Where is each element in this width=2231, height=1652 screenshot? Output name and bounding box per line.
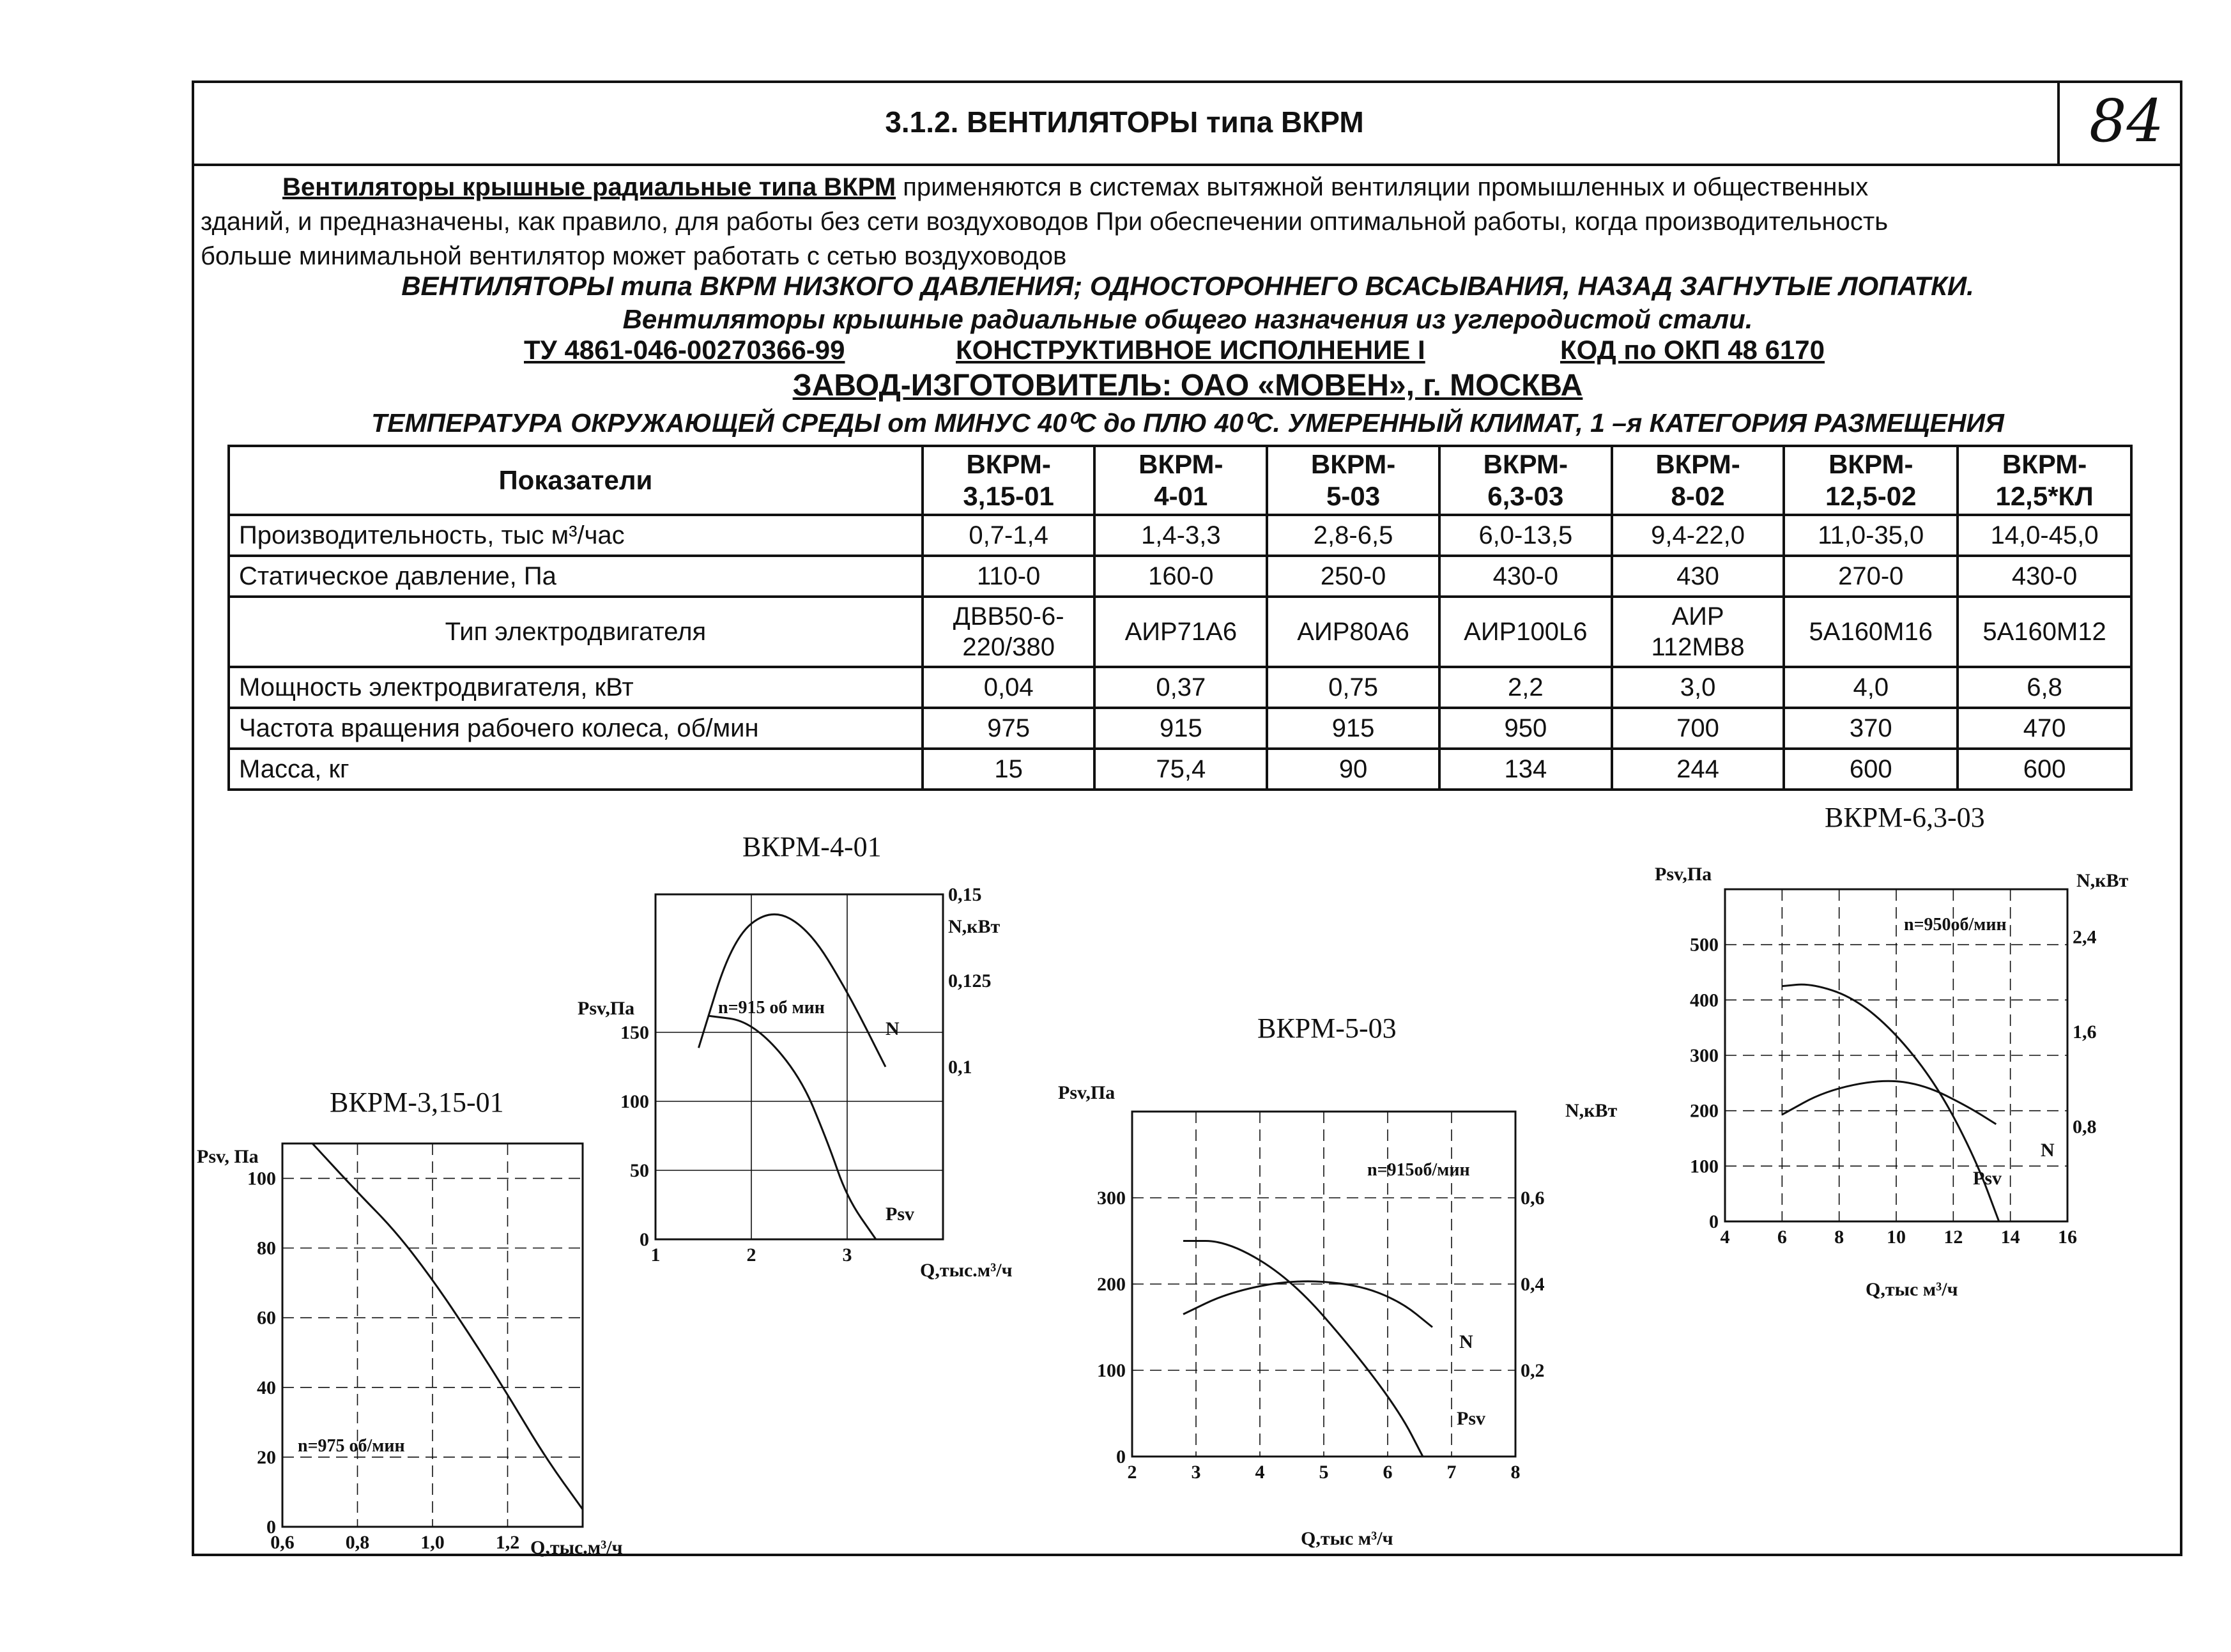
table-cell: 75,4 (1094, 749, 1267, 790)
model-header: ВКРМ- 12,5*КЛ (1958, 446, 2131, 515)
table-cell: 160-0 (1094, 556, 1267, 597)
table-cell: 15 (923, 749, 1095, 790)
y-tick-label: 50 (630, 1160, 649, 1181)
x-tick-label: 12 (1943, 1227, 1963, 1248)
chart-title-6-3: ВКРМ-6,3-03 (1825, 802, 1985, 833)
table-cell: 6,8 (1958, 667, 2131, 708)
y-tick-label: 0 (640, 1229, 649, 1250)
model-header: ВКРМ- 5-03 (1267, 446, 1439, 515)
model-header: ВКРМ- 6,3-03 (1439, 446, 1612, 515)
tu-code: ТУ 4861-046-00270366-99 (524, 335, 845, 365)
y-tick-label: 0 (1709, 1211, 1719, 1232)
series-label-n: N (1459, 1331, 1473, 1352)
spec-heading-line1: ВЕНТИЛЯТОРЫ типа ВКРМ НИЗКОГО ДАВЛЕНИЯ; ОДНОСТОРОННЕГО ВСАСЫВАНИЯ, НАЗАД ЗАГНУТЫЕ ЛОПАТКИ. (401, 271, 1974, 301)
x-tick-label: 1,2 (495, 1532, 520, 1553)
table-cell: 270-0 (1784, 556, 1958, 597)
x-tick-label: 2 (1127, 1462, 1137, 1483)
y-tick-label: 300 (1097, 1188, 1126, 1209)
y2-tick-label: 0,125 (948, 970, 992, 991)
y2-tick-label: 0,6 (1521, 1188, 1545, 1209)
y2-axis-label: N,кВт (948, 916, 1000, 937)
section-title: 3.1.2. ВЕНТИЛЯТОРЫ типа ВКРМ (885, 105, 1364, 139)
x-tick-label: 14 (2000, 1227, 2020, 1248)
series-line-n (1782, 1081, 1996, 1124)
y-tick-label: 0 (266, 1517, 276, 1538)
y-axis-label: Psv,Па (578, 998, 635, 1019)
x-tick-label: 1,0 (420, 1532, 445, 1553)
table-cell: 2,2 (1439, 667, 1612, 708)
y-tick-label: 80 (257, 1237, 276, 1259)
speed-annotation: n=915об/мин (1367, 1160, 1470, 1180)
y2-tick-label: 2,4 (2073, 926, 2097, 948)
table-cell: 370 (1784, 708, 1958, 749)
series-line-n (699, 914, 886, 1067)
x-tick-label: 4 (1720, 1227, 1730, 1248)
y2-tick-label: 0,8 (2073, 1116, 2097, 1138)
x-tick-label: 8 (1510, 1462, 1521, 1483)
table-cell: 11,0-35,0 (1784, 515, 1958, 556)
table-cell: 14,0-45,0 (1958, 515, 2131, 556)
header-divider (2057, 80, 2060, 164)
table-cell: 6,0-13,5 (1439, 515, 1612, 556)
intro-lead: Вентиляторы крышные радиальные типа ВКРМ (282, 173, 896, 201)
y-tick-label: 400 (1690, 990, 1719, 1011)
y2-tick-label: 0,15 (948, 884, 982, 905)
y-tick-label: 200 (1097, 1274, 1126, 1295)
y-tick-label: 500 (1690, 934, 1719, 956)
x-tick-label: 3 (1191, 1462, 1201, 1483)
series-line-n (1183, 1281, 1432, 1327)
table-cell: 950 (1439, 708, 1612, 749)
intro-line2: зданий, и предназначены, как правило, для работы без сети воздуховодов При обеспечении оптимальной работы, когда производительность (201, 208, 1889, 236)
table-cell: 1,4-3,3 (1094, 515, 1267, 556)
series-label-n: N (2041, 1140, 2055, 1161)
x-tick-label: 0,8 (345, 1532, 370, 1553)
table-cell: 4,0 (1784, 667, 1958, 708)
model-header: ВКРМ- 8-02 (1612, 446, 1784, 515)
x-axis-label: Q,тыс м³/ч (1301, 1528, 1393, 1549)
table-cell: 5А160М16 (1784, 597, 1958, 667)
execution-code: КОНСТРУКТИВНОЕ ИСПОЛНЕНИЕ I (956, 335, 1425, 365)
intro-line3: больше минимальной вентилятор может работать с сетью воздуховодов (201, 242, 1067, 270)
table-cell: 430 (1612, 556, 1784, 597)
table-cell: 700 (1612, 708, 1784, 749)
table-cell: 2,8-6,5 (1267, 515, 1439, 556)
table-cell: ДВВ50-6- 220/380 (923, 597, 1095, 667)
table-cell: 3,0 (1612, 667, 1784, 708)
table-header-row (229, 446, 2131, 515)
table-cell: АИР100L6 (1439, 597, 1612, 667)
manufacturer: ЗАВОД-ИЗГОТОВИТЕЛЬ: ОАО «МОВЕН», г. МОСКВА (792, 369, 1583, 402)
x-tick-label: 10 (1887, 1227, 1906, 1248)
chart-vkrm-4 (575, 882, 1048, 1290)
y-tick-label: 100 (247, 1168, 276, 1189)
table-cell: 975 (923, 708, 1095, 749)
row-label: Мощность электродвигателя, кВт (229, 667, 923, 708)
model-header: ВКРМ- 12,5-02 (1784, 446, 1958, 515)
series-label-psv: Psv (885, 1204, 914, 1225)
series-line-psv (1183, 1241, 1423, 1457)
x-axis-label: Q,тыс.м³/ч (920, 1260, 1013, 1281)
y-tick-label: 20 (257, 1446, 276, 1468)
table-cell: 600 (1784, 749, 1958, 790)
x-tick-label: 5 (1319, 1462, 1329, 1483)
chart-vkrm-5 (1048, 1073, 1661, 1565)
table-cell: 0,7-1,4 (923, 515, 1095, 556)
x-tick-label: 0,6 (270, 1532, 295, 1553)
y2-axis-label: N,кВт (2076, 870, 2129, 891)
x-tick-label: 8 (1834, 1227, 1844, 1248)
intro-line1: применяются в системах вытяжной вентиляции промышленных и общественных (896, 173, 1869, 201)
table-cell: 0,04 (923, 667, 1095, 708)
table-cell: 134 (1439, 749, 1612, 790)
series-line-psv (1782, 984, 1998, 1221)
table-cell: 0,75 (1267, 667, 1439, 708)
y-tick-label: 200 (1690, 1100, 1719, 1122)
table-cell: 600 (1958, 749, 2131, 790)
y-tick-label: 0 (1116, 1446, 1126, 1467)
row-label: Статическое давление, Па (229, 556, 923, 597)
model-header: ВКРМ- 3,15-01 (923, 446, 1095, 515)
row-label: Тип электродвигателя (229, 597, 923, 667)
x-tick-label: 4 (1255, 1462, 1265, 1483)
table-cell: 915 (1094, 708, 1267, 749)
model-header: ВКРМ- 4-01 (1094, 446, 1267, 515)
page-number: 84 (2089, 87, 2165, 155)
table-row (229, 556, 2131, 597)
x-axis-label: Q,тыс.м³/ч (530, 1537, 623, 1558)
y-tick-label: 100 (1097, 1360, 1126, 1381)
row-label: Масса, кг (229, 749, 923, 790)
x-tick-label: 2 (746, 1244, 756, 1266)
y-axis-label: Psv, Па (197, 1146, 259, 1167)
y2-tick-label: 1,6 (2073, 1021, 2097, 1043)
spec-table (227, 445, 2133, 791)
y2-tick-label: 0,4 (1521, 1274, 1545, 1295)
table-corner: Показатели (229, 446, 923, 515)
y2-tick-label: 0,2 (1521, 1360, 1545, 1381)
intro-paragraph (201, 170, 2175, 273)
y-tick-label: 150 (620, 1022, 649, 1043)
table-cell: 244 (1612, 749, 1784, 790)
y-tick-label: 40 (257, 1377, 276, 1398)
table-row (229, 597, 2131, 667)
series-label-psv: Psv (1457, 1408, 1485, 1429)
series-line-psv (709, 1016, 877, 1239)
plot-frame (656, 894, 943, 1239)
climate-line: ТЕМПЕРАТУРА ОКРУЖАЮЩЕЙ СРЕДЫ от МИНУС 40⁰С до ПЛЮ 40⁰С. УМЕРЕННЫЙ КЛИМАТ, 1 –я КАТЕГОРИЯ РАЗМЕЩЕНИЯ (371, 408, 2004, 438)
speed-annotation: n=950об/мин (1904, 915, 2007, 935)
y-tick-label: 60 (257, 1307, 276, 1329)
table-row (229, 749, 2131, 790)
okp-code: КОД по ОКП 48 6170 (1560, 335, 1825, 365)
table-row (229, 667, 2131, 708)
table-cell: 430-0 (1958, 556, 2131, 597)
spec-heading-line2: Вентиляторы крышные радиальные общего назначения из углеродистой стали. (622, 304, 1753, 334)
table-cell: 250-0 (1267, 556, 1439, 597)
y-tick-label: 100 (620, 1091, 649, 1112)
speed-annotation: n=975 об/мин (298, 1436, 405, 1456)
x-tick-label: 1 (650, 1244, 661, 1266)
chart-vkrm-6-3 (1642, 856, 2191, 1316)
y-tick-label: 300 (1690, 1045, 1719, 1066)
x-tick-label: 3 (842, 1244, 852, 1266)
table-cell: 0,37 (1094, 667, 1267, 708)
series-label-n: N (885, 1018, 900, 1039)
table-cell: 90 (1267, 749, 1439, 790)
table-cell: 5А160М12 (1958, 597, 2131, 667)
table-row (229, 708, 2131, 749)
table-cell: 430-0 (1439, 556, 1612, 597)
speed-annotation: n=915 об мин (718, 998, 825, 1018)
chart-title-4: ВКРМ-4-01 (742, 831, 882, 862)
x-tick-label: 6 (1777, 1227, 1787, 1248)
x-tick-label: 16 (2058, 1227, 2077, 1248)
y2-axis-label: N,кВт (1565, 1100, 1618, 1121)
y-tick-label: 100 (1690, 1156, 1719, 1177)
table-cell: 915 (1267, 708, 1439, 749)
row-label: Производительность, тыс м³/час (229, 515, 923, 556)
chart-title-5: ВКРМ-5-03 (1257, 1013, 1397, 1044)
x-tick-label: 6 (1383, 1462, 1393, 1483)
table-row (229, 515, 2131, 556)
y2-tick-label: 0,1 (948, 1057, 972, 1078)
header-row (192, 80, 2182, 166)
chart-title-3-15: ВКРМ-3,15-01 (330, 1087, 504, 1118)
table-cell: 9,4-22,0 (1612, 515, 1784, 556)
table-cell: АИР 112МВ8 (1612, 597, 1784, 667)
table-cell: АИР80А6 (1267, 597, 1439, 667)
row-label: Частота вращения рабочего колеса, об/мин (229, 708, 923, 749)
series-label-psv: Psv (1973, 1168, 2002, 1189)
table-cell: 470 (1958, 708, 2131, 749)
y-axis-label: Psv,Па (1655, 864, 1712, 885)
table-cell: 110-0 (923, 556, 1095, 597)
x-axis-label: Q,тыс м³/ч (1866, 1279, 1958, 1300)
x-tick-label: 7 (1446, 1462, 1457, 1483)
y-axis-label: Psv,Па (1058, 1082, 1116, 1103)
table-cell: АИР71А6 (1094, 597, 1267, 667)
